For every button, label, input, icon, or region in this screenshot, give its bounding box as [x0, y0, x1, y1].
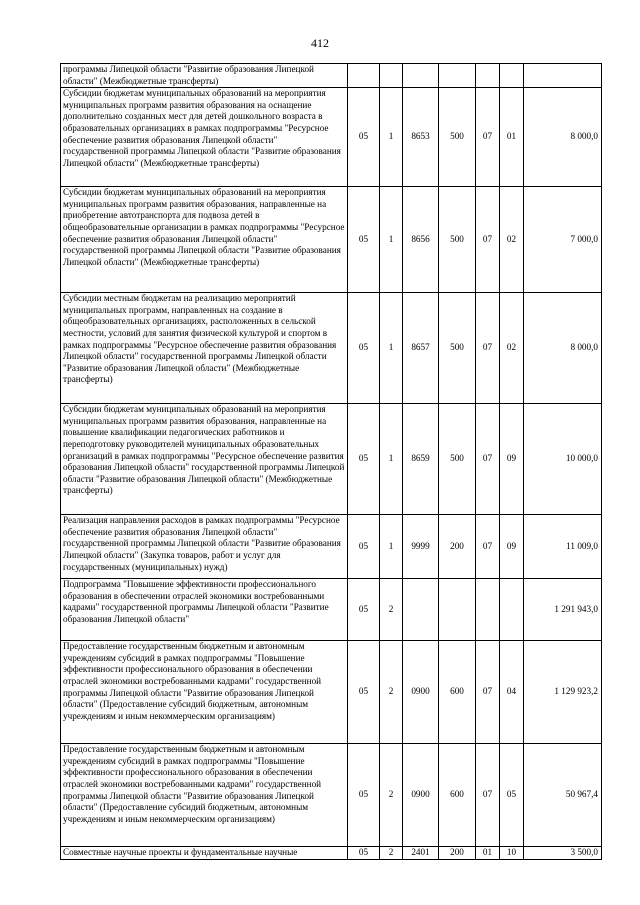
row-description: программы Липецкой области "Развитие образования Липецкой области" (Межбюджетные трансферты) [61, 64, 348, 88]
section-code: 07 [476, 293, 500, 404]
table-row [61, 847, 602, 860]
direction-code: 8659 [403, 404, 439, 515]
subsection-code: 09 [500, 515, 524, 579]
expense-type-code [439, 64, 476, 88]
program-code: 05 [348, 187, 380, 293]
subprogram-code: 1 [380, 88, 403, 187]
direction-code: 8653 [403, 88, 439, 187]
direction-code [403, 579, 439, 641]
expense-type-code: 500 [439, 404, 476, 515]
amount: 11 009,0 [524, 515, 602, 579]
expense-type-code: 500 [439, 187, 476, 293]
amount: 50 967,4 [524, 744, 602, 847]
program-code: 05 [348, 515, 380, 579]
table-row [61, 744, 602, 847]
row-description: Субсидии бюджетам муниципальных образований на мероприятия муниципальных программ развития образования, направленные на приобретение автотранспорта для подвоза детей в общеобразовательные организации в рамках подпрограммы "Ресурсное обеспечение развития образования Липецкой области" государственной программы Липецкой области "Развитие образования Липецкой области" (Межбюджетные трансферты) [61, 187, 348, 293]
row-description: Совместные научные проекты и фундаментальные научные [61, 847, 348, 860]
subsection-code: 02 [500, 293, 524, 404]
table-row [61, 515, 602, 579]
subsection-code: 01 [500, 88, 524, 187]
subsection-code: 09 [500, 404, 524, 515]
subsection-code [500, 64, 524, 88]
amount: 10 000,0 [524, 404, 602, 515]
subsection-code: 05 [500, 744, 524, 847]
subsection-code: 10 [500, 847, 524, 860]
program-code: 05 [348, 293, 380, 404]
section-code: 07 [476, 744, 500, 847]
table-row [61, 187, 602, 293]
row-description: Субсидии местным бюджетам на реализацию мероприятий муниципальных программ, направленных на создание в общеобразовательных организациях, расположенных в сельской местности, условий для занятия физической культурой и спортом в рамках подпрограммы "Ресурсное обеспечение развития образования Липецкой области" государственной программы Липецкой области "Развитие образования Липецкой области" (Межбюджетные трансферты) [61, 293, 348, 404]
section-code [476, 579, 500, 641]
expense-type-code: 200 [439, 847, 476, 860]
subprogram-code: 1 [380, 404, 403, 515]
section-code: 07 [476, 641, 500, 744]
direction-code: 9999 [403, 515, 439, 579]
program-code: 05 [348, 847, 380, 860]
amount: 7 000,0 [524, 187, 602, 293]
amount: 8 000,0 [524, 88, 602, 187]
program-code: 05 [348, 744, 380, 847]
direction-code: 0900 [403, 744, 439, 847]
subprogram-code [380, 64, 403, 88]
subsection-code [500, 579, 524, 641]
expense-type-code: 200 [439, 515, 476, 579]
subprogram-code: 2 [380, 744, 403, 847]
expense-type-code [439, 579, 476, 641]
subprogram-code: 2 [380, 579, 403, 641]
section-code [476, 64, 500, 88]
program-code [348, 64, 380, 88]
table-row [61, 641, 602, 744]
amount: 8 000,0 [524, 293, 602, 404]
program-code: 05 [348, 404, 380, 515]
amount [524, 64, 602, 88]
row-description: Реализация направления расходов в рамках подпрограммы "Ресурсное обеспечение развития образования Липецкой области" государственной программы Липецкой области "Развитие образования Липецкой области" (Закупка товаров, работ и услуг для государственных (муниципальных) нужд) [61, 515, 348, 579]
amount: 3 500,0 [524, 847, 602, 860]
program-code: 05 [348, 641, 380, 744]
section-code: 07 [476, 515, 500, 579]
program-code: 05 [348, 579, 380, 641]
section-code: 07 [476, 187, 500, 293]
subprogram-code: 2 [380, 847, 403, 860]
subsection-code: 02 [500, 187, 524, 293]
table-row [61, 64, 602, 88]
expense-type-code: 600 [439, 641, 476, 744]
direction-code: 8657 [403, 293, 439, 404]
table-row [61, 404, 602, 515]
row-description: Подпрограмма "Повышение эффективности профессионального образования в обеспечении отраслей экономики востребованными кадрами" государственной программы Липецкой области "Развитие образования Липецкой области" [61, 579, 348, 641]
row-description: Субсидии бюджетам муниципальных образований на мероприятия муниципальных программ развития образования на оснащение дополнительно созданных мест для детей дошкольного возраста в образовательных организациях в рамках подпрограммы "Ресурсное обеспечение развития образования Липецкой области" государственной программы Липецкой области "Развитие образования Липецкой области" (Межбюджетные трансферты) [61, 88, 348, 187]
table-row [61, 293, 602, 404]
table-row [61, 88, 602, 187]
expense-type-code: 500 [439, 88, 476, 187]
row-description: Субсидии бюджетам муниципальных образований на мероприятия муниципальных программ развития образования, направленные на повышение квалификации педагогических работников и переподготовку руководителей муниципальных образовательных организаций в рамках подпрограммы "Ресурсное обеспечение развития образования Липецкой области" государственной программы Липецкой области "Развитие образования Липецкой области" (Межбюджетные трансферты) [61, 404, 348, 515]
section-code: 01 [476, 847, 500, 860]
subprogram-code: 1 [380, 187, 403, 293]
amount: 1 129 923,2 [524, 641, 602, 744]
budget-table [60, 63, 602, 860]
direction-code [403, 64, 439, 88]
subprogram-code: 1 [380, 293, 403, 404]
direction-code: 2401 [403, 847, 439, 860]
subsection-code: 04 [500, 641, 524, 744]
amount: 1 291 943,0 [524, 579, 602, 641]
page-number: 412 [311, 36, 329, 50]
subprogram-code: 1 [380, 515, 403, 579]
expense-type-code: 500 [439, 293, 476, 404]
row-description: Предоставление государственным бюджетным и автономным учреждениям субсидий в рамках подпрограммы "Повышение эффективности профессионального образования в обеспечении отраслей экономики востребованными кадрами" государственной программы Липецкой области "Развитие образования Липецкой области" (Предоставление субсидий бюджетным, автономным учреждениям и иным некоммерческим организациям) [61, 641, 348, 744]
table-row [61, 579, 602, 641]
direction-code: 8656 [403, 187, 439, 293]
subprogram-code: 2 [380, 641, 403, 744]
program-code: 05 [348, 88, 380, 187]
row-description: Предоставление государственным бюджетным и автономным учреждениям субсидий в рамках подпрограммы "Повышение эффективности профессионального образования в обеспечении отраслей экономики востребованными кадрами" государственной программы Липецкой области "Развитие образования Липецкой области" (Предоставление субсидий бюджетным, автономным учреждениям и иным некоммерческим организациям) [61, 744, 348, 847]
expense-type-code: 600 [439, 744, 476, 847]
section-code: 07 [476, 404, 500, 515]
budget-table-body [61, 64, 602, 860]
section-code: 07 [476, 88, 500, 187]
direction-code: 0900 [403, 641, 439, 744]
